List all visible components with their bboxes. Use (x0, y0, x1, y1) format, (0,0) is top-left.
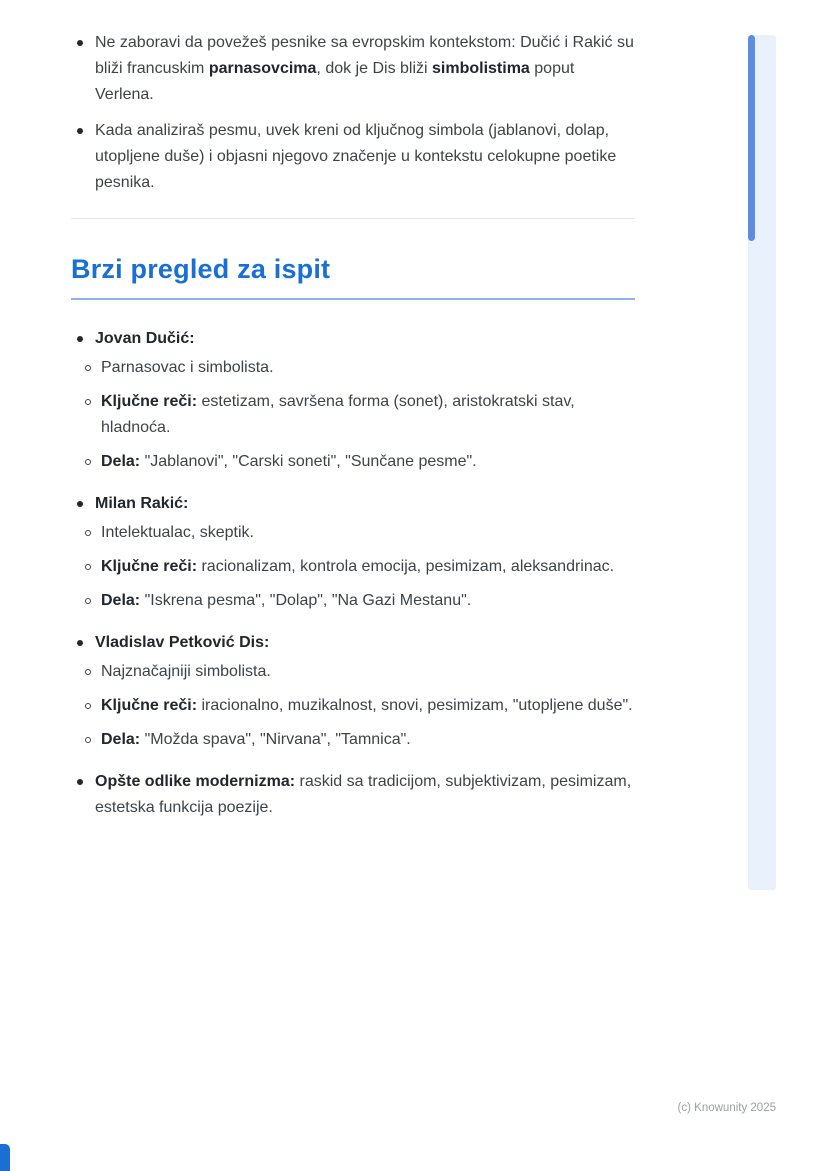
list-item (71, 30, 635, 108)
circle-bullet-icon (85, 564, 91, 570)
text-segment-bold: Opšte odlike modernizma: (95, 773, 296, 790)
list-item (79, 389, 635, 441)
text-segment-bold: Vladislav Petković Dis: (95, 634, 270, 651)
list-item-modernism (71, 769, 635, 821)
note-text (101, 389, 635, 441)
note-text: Parnasovac i simbolista. (101, 359, 274, 376)
note-text (95, 769, 635, 821)
text-segment-bold: parnasovcima (208, 60, 317, 77)
review-list (71, 326, 635, 821)
scrollbar-thumb[interactable] (748, 35, 755, 241)
text-segment: "Možda spava", "Nirvana", "Tamnica". (140, 731, 411, 748)
intro-bullet-list (71, 30, 635, 196)
circle-bullet-icon (85, 737, 91, 743)
text-segment-bold: simbolistima (432, 60, 530, 77)
note-text (101, 727, 411, 753)
text-segment-bold: Ključne reči: (101, 558, 198, 575)
scrollbar-track[interactable] (748, 35, 776, 890)
text-segment: raskid sa tradicijom, subjektivizam, pesimizam, estetska funkcija poezije. (95, 773, 632, 816)
sub-list (79, 520, 635, 614)
text-segment-bold: Milan Rakić: (95, 495, 189, 512)
list-item (79, 449, 635, 475)
list-item (79, 727, 635, 753)
note-text: Najznačajniji simbolista. (101, 663, 271, 680)
note-text (101, 554, 614, 580)
circle-bullet-icon (85, 669, 91, 675)
bullet-icon (77, 40, 83, 46)
note-text: Intelektualac, skeptik. (101, 524, 254, 541)
list-item (71, 118, 635, 196)
circle-bullet-icon (85, 703, 91, 709)
section-divider (71, 218, 635, 219)
page-title: Brzi pregled za ispit (71, 254, 331, 284)
circle-bullet-icon (85, 365, 91, 371)
list-item-dis (71, 630, 635, 753)
text-segment: racionalizam, kontrola emocija, pesimizam, aleksandrinac. (197, 558, 615, 575)
text-segment: "Iskrena pesma", "Dolap", "Na Gazi Mestanu". (140, 592, 472, 609)
text-segment: Ne zaboravi da povežeš pesnike sa evropskim kontekstom: Dučić i Rakić su bliži francuskim (95, 34, 634, 77)
circle-bullet-icon (85, 399, 91, 405)
text-segment: estetizam, savršena forma (sonet), aristokratski stav, hladnoća. (101, 393, 575, 436)
note-text (95, 30, 635, 108)
list-item (79, 520, 635, 546)
text-segment-bold: Ključne reči: (101, 697, 198, 714)
list-item (79, 693, 635, 719)
bullet-icon (77, 336, 83, 342)
text-segment: iracionalno, muzikalnost, snovi, pesimizam, "utopljene duše". (197, 697, 633, 714)
heading-underline (71, 298, 635, 300)
text-segment-bold: Ključne reči: (101, 393, 198, 410)
circle-bullet-icon (85, 459, 91, 465)
bullet-icon (77, 128, 83, 134)
sub-list (79, 659, 635, 753)
poet-name (95, 326, 195, 352)
bullet-icon (77, 779, 83, 785)
note-text (101, 588, 471, 614)
sub-list (79, 355, 635, 475)
text-segment: "Jablanovi", "Carski soneti", "Sunčane pesme". (140, 453, 477, 470)
note-text (101, 693, 633, 719)
bullet-icon (77, 640, 83, 646)
list-item-rakic (71, 491, 635, 614)
circle-bullet-icon (85, 530, 91, 536)
text-segment: , dok je Dis bliži (316, 60, 433, 77)
text-segment: poput Verlena. (95, 60, 575, 103)
text-segment-bold: Dela: (101, 453, 141, 470)
bullet-icon (77, 501, 83, 507)
text-segment-bold: Jovan Dučić: (95, 330, 195, 347)
list-item (79, 659, 635, 685)
text-segment-bold: Dela: (101, 731, 141, 748)
copyright-text: (c) Knowunity 2025 (677, 1102, 776, 1114)
text-segment-bold: Dela: (101, 592, 141, 609)
list-item (79, 588, 635, 614)
document-content (71, 30, 635, 821)
poet-name (95, 630, 269, 656)
list-item (79, 554, 635, 580)
circle-bullet-icon (85, 598, 91, 604)
list-item (79, 355, 635, 381)
poet-name (95, 491, 188, 517)
note-text (101, 449, 477, 475)
list-item-ducic (71, 326, 635, 475)
page-corner-accent (0, 1144, 10, 1171)
note-text: Kada analiziraš pesmu, uvek kreni od ključnog simbola (jablanovi, dolap, utopljene duše) i objasni njegovo značenje u kontekstu celokupne poetike pesnika. (95, 122, 617, 191)
